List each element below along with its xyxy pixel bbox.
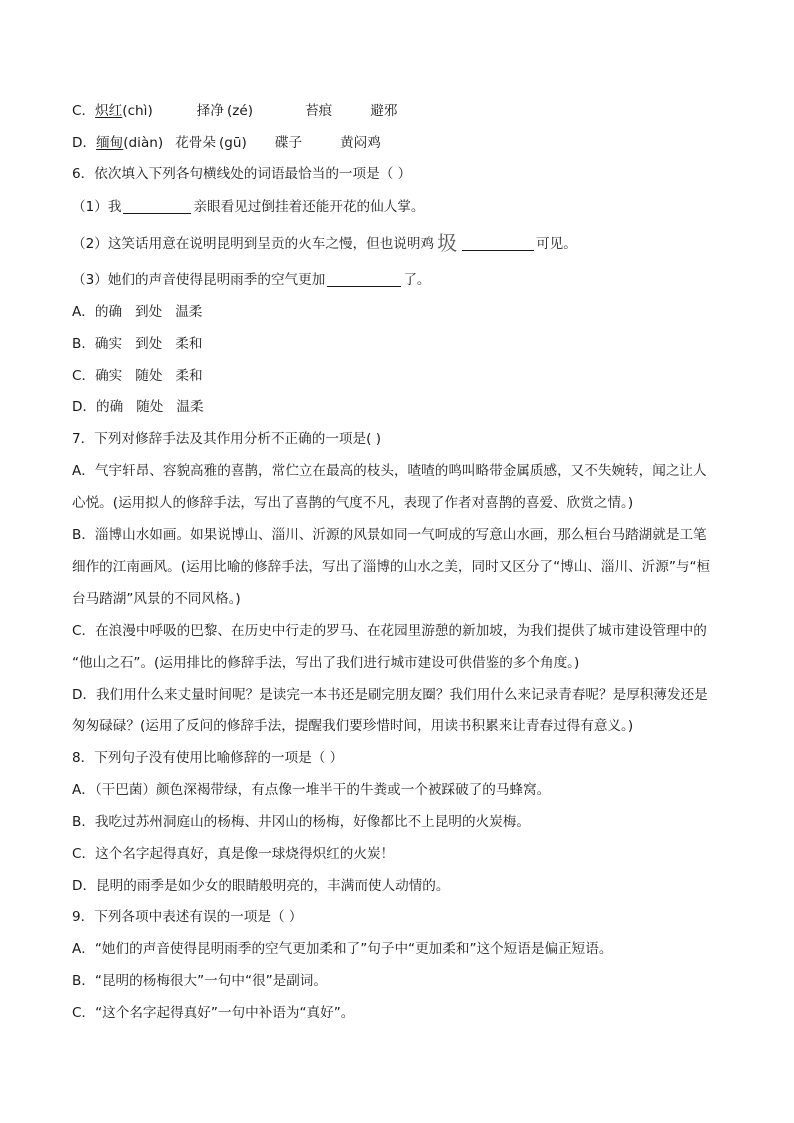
q6-option-b: B．确实 到处 柔和 bbox=[72, 336, 203, 352]
q8-option-a: A．（干巴菌）颜色深褐带绿，有点像一堆半干的牛粪或一个被踩破了的马蜂窝。 bbox=[72, 782, 551, 798]
q9-option-a: A．“她们的声音使得昆明雨季的空气更加柔和了”句子中“更加柔和”这个短语是偏正短语。 bbox=[72, 941, 613, 957]
q6-blank-2 bbox=[462, 235, 534, 251]
q9-stem: 9．下列各项中表述有误的一项是（ ） bbox=[72, 909, 303, 925]
q6-stem: 6．依次填入下列各句横线处的词语最恰当的一项是（ ） bbox=[72, 166, 412, 182]
q5-option-d: D．缅甸(diàn) 花骨朵 (gū) 碟子 黄闷鸡 bbox=[72, 135, 381, 151]
q7-line: C．在浪漫中呼吸的巴黎、在历史中行走的罗马、在花园里游憩的新加坡，为我们提供了城市建设管理中的 bbox=[72, 623, 707, 639]
q7-line: A．气宇轩昂、容貌高雅的喜鹊，常伫立在最高的枝头，喳喳的鸣叫略带金属质感，又不失婉转，闻之让人 bbox=[72, 463, 707, 479]
q6-blank-3 bbox=[327, 271, 401, 287]
q8-option-d: D．昆明的雨季是如少女的眼睛般明亮的，丰满而使人动情的。 bbox=[72, 878, 450, 894]
q7-line: 细作的江南画风。(运用比喻的修辞手法，写出了淄博的山水之美，同时又区分了“博山、淄川、沂源”与“桓 bbox=[72, 559, 711, 575]
q5-option-c: C．炽红(chì) 择净 (zé) 苔痕 避邪 bbox=[72, 103, 398, 119]
q8-option-c: C．这个名字起得真好，真是像一球烧得炽红的火炭！ bbox=[72, 846, 395, 862]
q6-sentence-3: （3）她们的声音使得昆明雨季的空气更加 了。 bbox=[72, 272, 431, 288]
q9-option-b: B．“昆明的杨梅很大”一句中“很”是副词。 bbox=[72, 973, 327, 989]
q7-stem: 7．下列对修辞手法及其作用分析不正确的一项是( ) bbox=[72, 431, 382, 447]
q7-line: 台马踏湖”风景的不同风格。) bbox=[72, 591, 241, 607]
q6-option-d: D．的确 随处 温柔 bbox=[72, 399, 204, 415]
q6-option-a: A．的确 到处 温柔 bbox=[72, 304, 203, 320]
q6-option-c: C．确实 随处 柔和 bbox=[72, 368, 203, 384]
q6-blank-1 bbox=[123, 198, 191, 214]
q7-line: D．我们用什么来丈量时间呢？是读完一本书还是刷完朋友圈？我们用什么来记录青春呢？是厚积薄发还是 bbox=[72, 687, 708, 703]
q7-line: B．淄博山水如画。如果说博山、淄川、沂源的风景如同一气呵成的写意山水画，那么桓台马踏湖就是工笔 bbox=[72, 527, 707, 543]
q7-line: 匆匆碌碌？(运用了反问的修辞手法，提醒我们要珍惜时间，用读书积累来让青春过得有意义。) bbox=[72, 718, 634, 734]
q6-sentence-1: （1）我 亲眼看见过倒挂着还能开花的仙人掌。 bbox=[72, 199, 425, 215]
q6-sentence-2: （2）这笑话用意在说明昆明到呈贡的火车之慢，但也说明鸡 圾 可见。 bbox=[72, 231, 577, 255]
q8-option-b: B．我吃过苏州洞庭山的杨梅、井冈山的杨梅，好像都比不上昆明的火炭梅。 bbox=[72, 814, 530, 830]
q7-line: 心悦。(运用拟人的修辞手法，写出了喜鹊的气度不凡，表现了作者对喜鹊的喜爱、欣赏之情。) bbox=[72, 495, 634, 511]
q7-line: “他山之石”。(运用排比的修辞手法，写出了我们进行城市建设可供借鉴的多个角度。) bbox=[72, 655, 580, 671]
q8-stem: 8．下列句子没有使用比喻修辞的一项是（ ） bbox=[72, 750, 344, 766]
q9-option-c: C．“这个名字起得真好”一句中补语为“真好”。 bbox=[72, 1005, 355, 1021]
